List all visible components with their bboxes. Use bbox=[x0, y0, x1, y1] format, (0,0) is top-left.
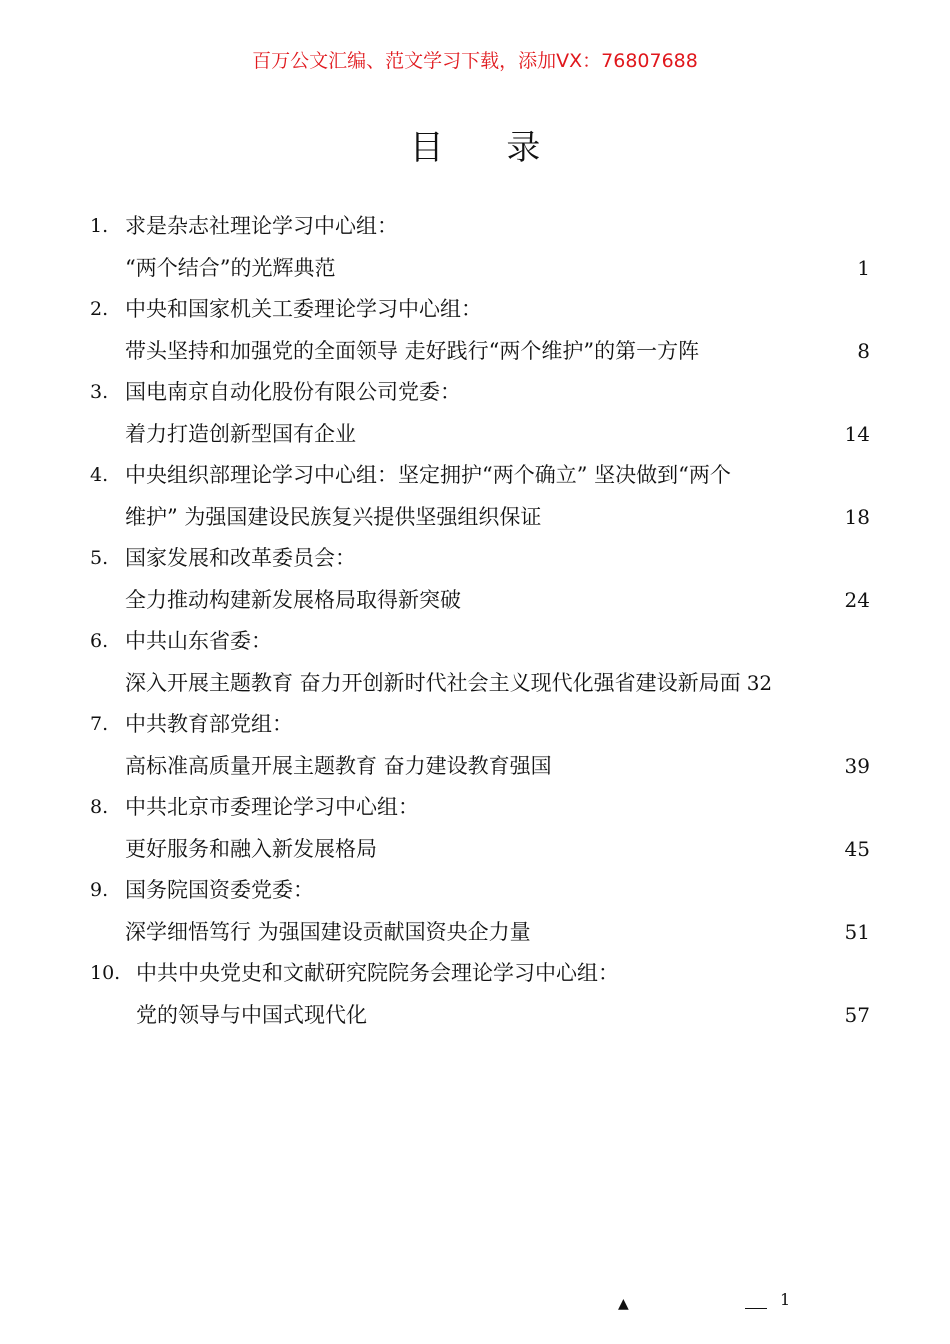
footer-mark: ▲ bbox=[618, 1296, 629, 1312]
toc-entry-page: 8 bbox=[857, 338, 870, 363]
toc-entry-heading bbox=[90, 953, 870, 995]
toc-entry-heading-text: 求是杂志社理论学习中心组： bbox=[125, 214, 398, 238]
toc-entry-number: 10. bbox=[90, 962, 121, 984]
watermark-banner: 百万公文汇编、范文学习下载，添加VX：76807688 bbox=[252, 50, 698, 72]
toc-entry-heading-text: 国电南京自动化股份有限公司党委： bbox=[125, 380, 461, 404]
toc-entry-subtitle-text: 维护” 为强国建设民族复兴提供坚强组织保证 bbox=[125, 504, 542, 529]
toc-entry-subtitle bbox=[90, 580, 870, 622]
toc-entry-page: 39 bbox=[844, 753, 870, 778]
toc-entry-heading-text: 中共中央党史和文献研究院院务会理论学习中心组： bbox=[136, 961, 619, 985]
toc-entry-number: 1. bbox=[90, 215, 109, 237]
toc-entry-heading bbox=[90, 289, 870, 331]
footer-page-number: 1 bbox=[780, 1290, 791, 1309]
toc-entry-page: 32 bbox=[746, 670, 773, 695]
toc-entry-subtitle-text: 更好服务和融入新发展格局 bbox=[125, 836, 377, 861]
toc-entry-subtitle-value: 深入开展主题教育 奋力开创新时代社会主义现代化强省建设新局面 bbox=[125, 670, 741, 695]
toc-entry-subtitle-text: “两个结合”的光辉典范 bbox=[125, 255, 336, 280]
toc-entry-heading-text: 中央组织部理论学习中心组：坚定拥护“两个确立” 坚决做到“两个 bbox=[125, 463, 731, 487]
toc-entry-heading bbox=[90, 621, 870, 663]
page-title: 目 录 bbox=[409, 128, 567, 168]
toc-entry-subtitle-text: 党的领导与中国式现代化 bbox=[136, 1002, 367, 1027]
toc-entry-subtitle-text: 深学细悟笃行 为强国建设贡献国资央企力量 bbox=[125, 919, 531, 944]
toc-entry-heading bbox=[90, 206, 870, 248]
toc-entry-heading bbox=[90, 704, 870, 746]
toc-entry-heading-text: 国家发展和改革委员会： bbox=[125, 546, 356, 570]
toc-entry-page: 57 bbox=[844, 1002, 870, 1027]
toc-entry-subtitle bbox=[90, 995, 870, 1037]
footer-dash bbox=[745, 1308, 767, 1309]
toc-entry-heading-text: 中共教育部党组： bbox=[125, 712, 293, 736]
toc-entry-subtitle bbox=[90, 746, 870, 788]
toc-entry-page: 45 bbox=[844, 836, 870, 861]
toc-entry-subtitle-text: 高标准高质量开展主题教育 奋力建设教育强国 bbox=[125, 753, 552, 778]
toc-entry-heading-text: 中央和国家机关工委理论学习中心组： bbox=[125, 297, 482, 321]
toc-entry-heading bbox=[90, 870, 870, 912]
toc-entry-page: 1 bbox=[857, 255, 870, 280]
toc-entry-heading-text: 国务院国资委党委： bbox=[125, 878, 314, 902]
toc-entry-page: 51 bbox=[844, 919, 870, 944]
toc-entry-number: 7. bbox=[90, 713, 109, 735]
toc-entry-heading bbox=[90, 372, 870, 414]
page-footer bbox=[0, 1290, 950, 1344]
toc-entry-page: 18 bbox=[844, 504, 870, 529]
toc-entry-heading bbox=[90, 538, 870, 580]
toc-entry-page: 24 bbox=[844, 587, 870, 612]
toc-entry-number: 2. bbox=[90, 298, 109, 320]
toc-entry-subtitle-text bbox=[125, 663, 772, 705]
toc-entry-subtitle bbox=[90, 414, 870, 456]
toc-entry-subtitle bbox=[90, 497, 870, 539]
toc-entry-subtitle bbox=[90, 663, 870, 705]
toc-entry-subtitle bbox=[90, 331, 870, 373]
toc-entry-subtitle bbox=[90, 912, 870, 954]
toc-entry-number: 8. bbox=[90, 796, 109, 818]
toc-entry-number: 4. bbox=[90, 464, 109, 486]
toc-entry-heading bbox=[90, 787, 870, 829]
toc-entry-heading bbox=[90, 455, 870, 497]
toc-entry-subtitle bbox=[90, 829, 870, 871]
toc-entry-number: 5. bbox=[90, 547, 109, 569]
toc-entry-subtitle-text: 带头坚持和加强党的全面领导 走好践行“两个维护”的第一方阵 bbox=[125, 338, 700, 363]
toc-entry-number: 3. bbox=[90, 381, 109, 403]
toc-entry-page: 14 bbox=[844, 421, 870, 446]
toc-entry-heading-text: 中共北京市委理论学习中心组： bbox=[125, 795, 419, 819]
toc-entry-subtitle bbox=[90, 248, 870, 290]
toc-entry-number: 6. bbox=[90, 630, 109, 652]
toc-entry-subtitle-text: 着力打造创新型国有企业 bbox=[125, 421, 356, 446]
toc-entry-subtitle-text: 全力推动构建新发展格局取得新突破 bbox=[125, 587, 461, 612]
table-of-contents bbox=[90, 206, 870, 1036]
toc-entry-number: 9. bbox=[90, 879, 109, 901]
toc-entry-heading-text: 中共山东省委： bbox=[125, 629, 272, 653]
